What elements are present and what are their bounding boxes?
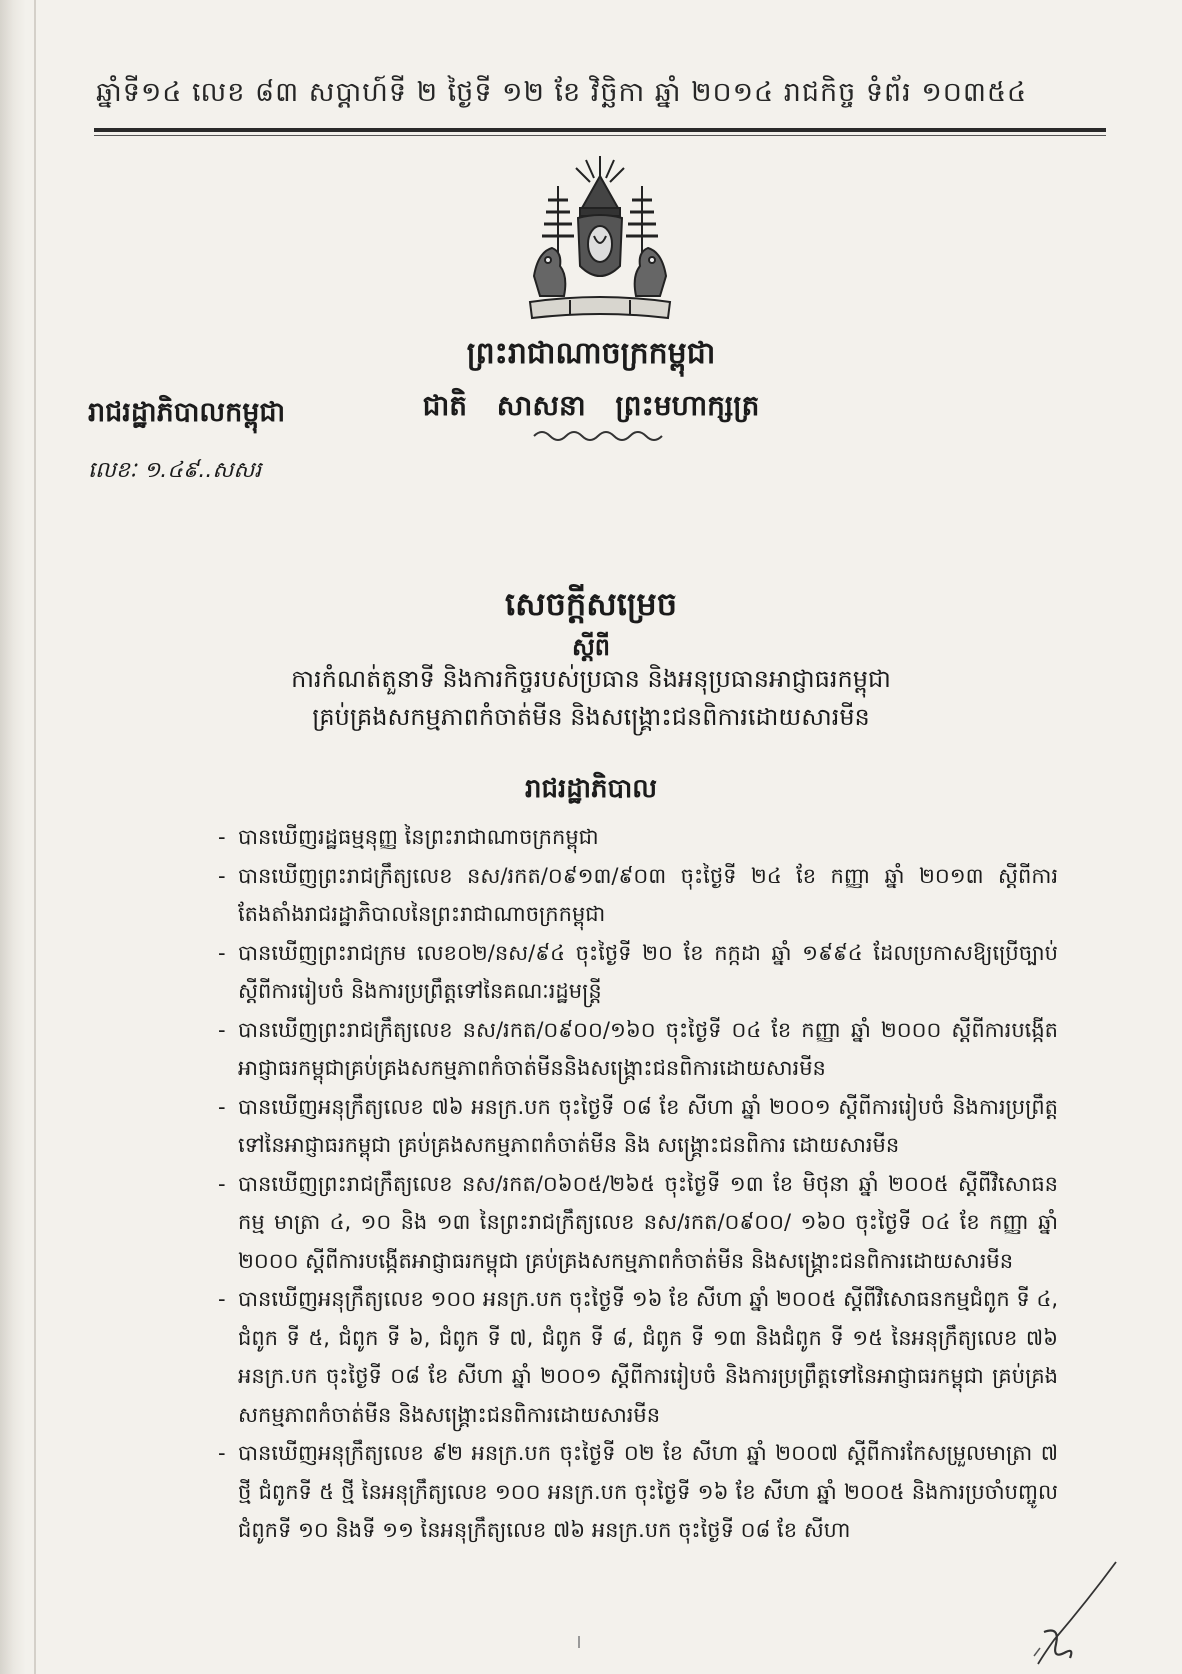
reference-number: លេខៈ ១.៤៩..សសរ <box>88 458 262 483</box>
flourish-ornament <box>530 428 670 444</box>
scan-edge-line <box>34 0 36 1674</box>
page-center-mark <box>578 1636 580 1648</box>
preamble-clause: - បានឃើញព្រះរាជក្រឹត្យលេខ នស/រកត/០៩១៣/៩០៣ ចុះថ្ងៃទី ២៤ ខែ កញ្ញា ឆ្នាំ ២០១៣ ស្តីពីការតែងតាំងរាជរដ្ឋាភិបាលនៃព្រះរាជាណាចក្រកម្ពុជា <box>218 857 1058 934</box>
header-rule <box>94 128 1106 132</box>
preamble-clause: - បានឃើញព្រះរាជក្រឹត្យលេខ នស/រកត/០៩០០/១៦០ ចុះថ្ងៃទី ០៤ ខែ កញ្ញា ឆ្នាំ ២០០០ ស្តីពីការបង្កើតអាជ្ញាធរកម្ពុជាគ្រប់គ្រងសកម្មភាពកំចាត់មីននិងសង្គ្រោះជនពិការដោយសារមីន <box>218 1011 1058 1088</box>
preamble-clause-list <box>218 818 1058 1550</box>
preamble-clause: - បានឃើញអនុក្រឹត្យលេខ ១០០ អនក្រ.បក ចុះថ្ងៃទី ១៦ ខែ សីហា ឆ្នាំ ២០០៥ ស្តីពីវិសោធនកម្មជំពូក ទី ៤, ជំពូក ទី ៥, ជំពូក ទី ៦, ជំពូក ទី ៧, ជំពូក ទី ៨, ជំពូក ទី ១៣ និងជំពូក ទី ១៥ នៃអនុក្រឹត្យលេខ ៧៦ អនក្រ.បក ចុះថ្ងៃទី ០៨ ខែ សីហា ឆ្នាំ ២០០១ ស្តីពីការរៀបចំ និងការប្រព្រឹត្តទៅនៃអាជ្ញាធរកម្ពុជា គ្រប់គ្រងសកម្មភាពកំចាត់មីន និងសង្គ្រោះជនពិការដោយសារមីន <box>218 1280 1058 1434</box>
preamble-clause: - បានឃើញព្រះរាជក្រម លេខ០២/នស/៩៤ ចុះថ្ងៃទី ២០ ខែ កក្កដា ឆ្នាំ ១៩៩៤ ដែលប្រកាសឱ្យប្រើច្បាប់ស្តីពីការរៀបចំ និងការប្រព្រឹត្តទៅនៃគណៈរដ្ឋមន្ត្រី <box>218 934 1058 1011</box>
header-rule-thin <box>94 135 1106 136</box>
preamble-clause: - បានឃើញរដ្ឋធម្មនុញ្ញ នៃព្រះរាជាណាចក្រកម្ពុជា <box>218 818 1058 857</box>
kingdom-motto: ជាតិ សាសនា ព្រះមហាក្សត្រ <box>422 389 760 422</box>
preamble-clause: - បានឃើញអនុក្រឹត្យលេខ ៧៦ អនក្រ.បក ចុះថ្ងៃទី ០៨ ខែ សីហា ឆ្នាំ ២០០១ ស្តីពីការរៀបចំ និងការប្រព្រឹត្តទៅនៃអាជ្ញាធរកម្ពុជា គ្រប់គ្រងសកម្មភាពកំចាត់មីន និង សង្គ្រោះជនពិការ ដោយសារមីន <box>218 1088 1058 1165</box>
decision-subtitle: ស្តីពី <box>571 633 611 661</box>
signature-mark-icon <box>1004 1556 1124 1674</box>
gazette-header: ឆ្នាំទី១៤ លេខ ៨៣ សប្តាហ៍ទី ២ ថ្ងៃទី ១២ ខែ វិច្ឆិកា ឆ្នាំ ២០១៤ រាជកិច្ច ទំព័រ ១០៣៥៤ <box>96 77 1028 108</box>
issuer-heading: រាជរដ្ឋាភិបាល <box>524 774 658 804</box>
royal-arms-emblem-icon <box>520 156 680 326</box>
preamble-clause: - បានឃើញអនុក្រឹត្យលេខ ៩២ អនក្រ.បក ចុះថ្ងៃទី ០២ ខែ សីហា ឆ្នាំ ២០០៧ ស្តីពីការកែសម្រួលមាត្រា ៧ ថ្មី ជំពូកទី ៥ ថ្មី នៃអនុក្រឹត្យលេខ ១០០ អនក្រ.បក ចុះថ្ងៃទី ១៦ ខែ សីហា ឆ្នាំ ២០០៥ និងការប្រចាំបញ្ចូលជំពូកទី ១០ និងទី ១១ នៃអនុក្រឹត្យលេខ ៧៦ អនក្រ.បក ចុះថ្ងៃទី ០៨ ខែ សីហា <box>218 1434 1058 1550</box>
decision-topic-line-2: គ្រប់គ្រងសកម្មភាពកំចាត់មីន និងសង្គ្រោះជនពិការដោយសារមីន <box>312 703 870 731</box>
government-name: រាជរដ្ឋាភិបាលកម្ពុជា <box>88 397 286 428</box>
decision-topic-line-1: ការកំណត់តួនាទី និងការកិច្ចរបស់ប្រធាន និងអនុប្រធានអាជ្ញាធរកម្ពុជា <box>291 665 891 693</box>
decision-title: សេចក្តីសម្រេច <box>504 585 678 623</box>
scan-edge-shadow <box>0 0 26 1674</box>
kingdom-name: ព្រះរាជាណាចក្រកម្ពុជា <box>466 336 716 371</box>
preamble-clause: - បានឃើញព្រះរាជក្រឹត្យលេខ នស/រកត/០៦០៥/២៦៥ ចុះថ្ងៃទី ១៣ ខែ មិថុនា ឆ្នាំ ២០០៥ ស្តីពីវិសោធនកម្ម មាត្រា ៤, ១០ និង ១៣ នៃព្រះរាជក្រឹត្យលេខ នស/រកត/០៩០០/ ១៦០ ចុះថ្ងៃទី ០៤ ខែ កញ្ញា ឆ្នាំ ២០០០ ស្តីពីការបង្កើតអាជ្ញាធរកម្ពុជា គ្រប់គ្រងសកម្មភាពកំចាត់មីន និងសង្គ្រោះជនពិការដោយសារមីន <box>218 1165 1058 1281</box>
